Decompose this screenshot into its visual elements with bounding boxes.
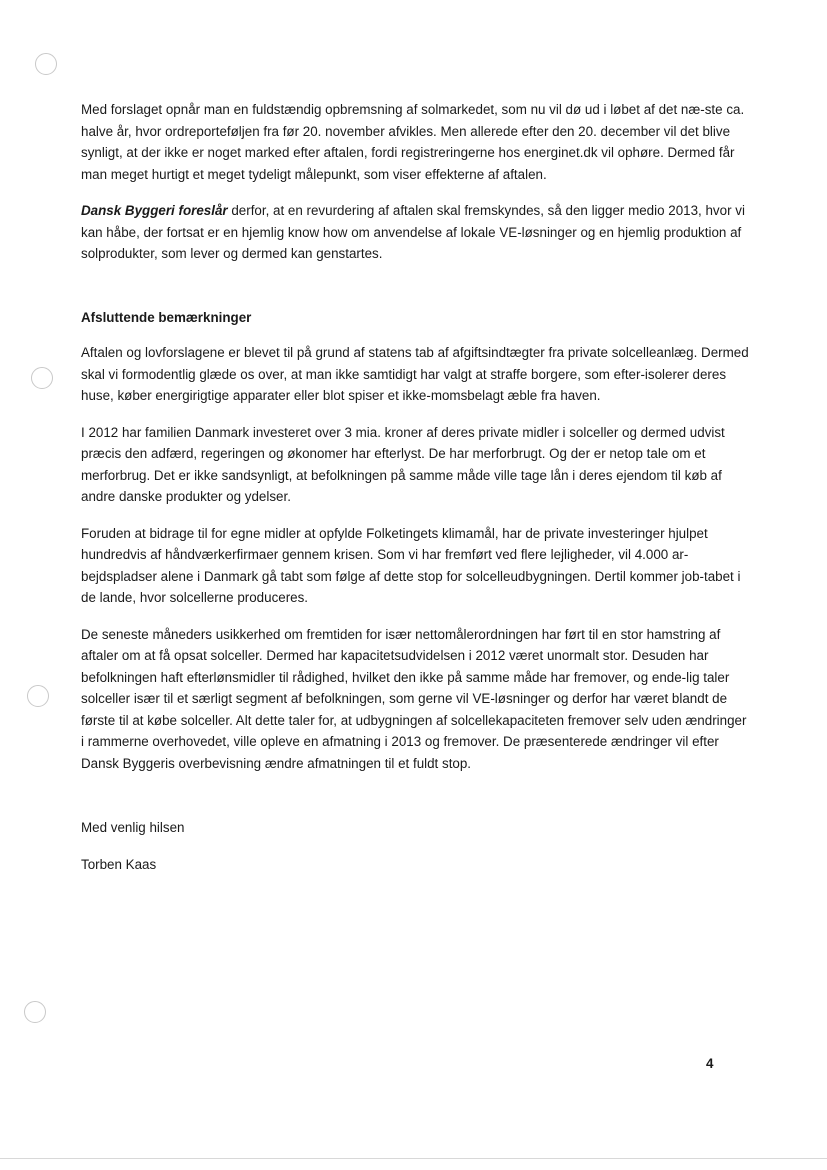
paragraph — [81, 200, 753, 265]
punch-hole — [35, 53, 57, 75]
punch-hole — [24, 1001, 46, 1023]
section-heading: Afsluttende bemærkninger — [81, 309, 252, 325]
paragraph: Aftalen og lovforslagene er blevet til på grund af statens tab af afgiftsindtægter fra private solcelleanlæg. Dermed skal vi formodentlig glæde os over, at man ikke samtidigt har valgt at straffe borgere, som efter-isolerer deres huse, køber energirigtige apparater eller blot spiser et ikke-momsbelagt æble fra haven. — [81, 345, 749, 403]
document-body — [81, 99, 753, 875]
punch-hole — [27, 685, 49, 707]
organization-emphasis: Dansk Byggeri foreslår — [81, 203, 228, 218]
closing-salutation: Med venlig hilsen — [81, 820, 185, 835]
paragraph-text: derfor, at en revurdering af aftalen skal fremskyndes, så den ligger medio 2013, hvor vi kan håbe, der fortsat er en hjemlig know how om anvendelse af lokale VE-løsninger og en hjemlig produktion af solprodukter, som lever og dermed kan genstartes. — [81, 203, 745, 261]
page-number: 4 — [706, 1056, 714, 1071]
punch-hole — [31, 367, 53, 389]
paragraph: Foruden at bidrage til for egne midler at opfylde Folketingets klimamål, har de private investeringer hjulpet hundredvis af håndværkerfirmaer gennem krisen. Som vi har fremført ved flere lejligheder, vil 4.000 ar-bejdspladser alene i Danmark gå tabt som følge af dette stop for solcelleudbygningen. Dertil kommer job-tabet i de lande, hvor solcellerne produceres. — [81, 525, 741, 605]
page-edge-line — [0, 1158, 827, 1159]
paragraph: I 2012 har familien Danmark investeret over 3 mia. kroner af deres private midler i solceller og dermed udvist præcis den adfærd, regeringen og økonomer har efterlyst. De har merforbrugt. Og der er netop tale om et merforbrug. Det er ikke sandsynligt, at befolkningen på samme måde ville tage lån i deres ejendom til køb af andre danske produkter og ydelser. — [81, 424, 725, 504]
paragraph: De seneste måneders usikkerhed om fremtiden for især nettomålerordningen har ført til en stor hamstring af aftaler om at få opsat solceller. Dermed har kapacitetsudvidelsen i 2012 været unormalt stor. Desuden har befolkningen haft efterlønsmidler til rådighed, hvilket den ikke på samme måde har fremover, og ende-lig taler solceller især til et særligt segment af befolkningen, som gerne vil VE-løsninger og derfor har været blandt de første til at købe solceller. Alt dette taler for, at udbygningen af solcellekapaciteten fremover selv uden ændringer i rammerne overhovedet, ville opleve en afmatning i 2013 og fremover. De præsenterede ændringer vil efter Dansk Byggeris overbevisning ændre afmatningen til et fuldt stop. — [81, 626, 747, 771]
signature-name: Torben Kaas — [81, 856, 157, 872]
paragraph: Med forslaget opnår man en fuldstændig opbremsning af solmarkedet, som nu vil dø ud i løbet af det næ-ste ca. halve år, hvor ordreporteføljen fra før 20. november afvikles. Men allerede efter den 20. december vil det blive synligt, at der ikke er noget marked efter aftalen, fordi registreringerne hos energinet.dk vil ophøre. Dermed får man meget hurtigt et meget tydeligt målepunkt, som viser effekterne af aftalen. — [81, 102, 745, 182]
